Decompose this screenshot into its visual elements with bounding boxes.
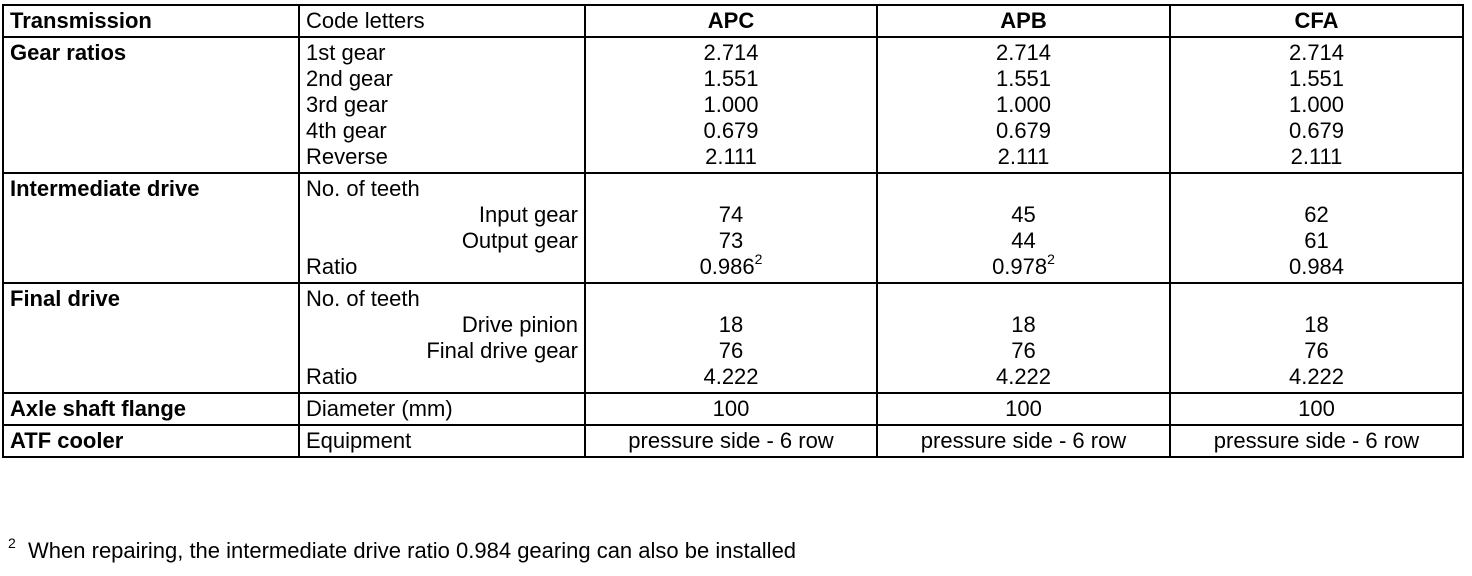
intermediate-drive-row — [3, 173, 1463, 283]
axle-flange-cfa: 100 — [1170, 393, 1463, 425]
drive-pinion-teeth: 18 — [718, 312, 744, 337]
final-drive-ratio: 4.222 — [1288, 364, 1345, 389]
atf-cooler-label: ATF cooler — [3, 425, 299, 457]
gear-ratios-apc — [585, 37, 877, 173]
gear-value: 1.000 — [703, 92, 759, 117]
gear-value: 1.551 — [995, 66, 1052, 91]
final-drive-row — [3, 283, 1463, 393]
gear-value: 2.111 — [1290, 144, 1343, 169]
footnote — [8, 534, 797, 564]
final-drive-gear-teeth: 76 — [718, 338, 744, 363]
gear-ratios-row — [3, 37, 1463, 173]
gear-ratios-label: Gear ratios — [3, 37, 299, 173]
output-gear-teeth: 61 — [1304, 228, 1329, 253]
gear-item-reverse: Reverse — [306, 144, 388, 169]
atf-cooler-cfa: pressure side - 6 row — [1170, 425, 1463, 457]
gear-item-2nd: 2nd gear — [306, 66, 393, 91]
header-code-cfa: CFA — [1170, 5, 1463, 37]
footnote-text: When repairing, the intermediate drive ratio 0.984 gearing can also be installed — [28, 538, 797, 563]
header-code-apb: APB — [877, 5, 1170, 37]
intermediate-drive-label: Intermediate drive — [3, 173, 299, 283]
intermediate-drive-apb — [877, 173, 1170, 283]
intermediate-drive-items — [299, 173, 585, 283]
gear-value: 2.714 — [995, 40, 1052, 65]
output-gear-teeth: 73 — [718, 228, 744, 253]
gear-item-4th: 4th gear — [306, 118, 387, 143]
gear-ratios-cfa — [1170, 37, 1463, 173]
drive-pinion-teeth: 18 — [1304, 312, 1329, 337]
header-row — [3, 5, 1463, 37]
ratio-label: Ratio — [306, 254, 358, 279]
axle-flange-item: Diameter (mm) — [299, 393, 585, 425]
final-drive-label: Final drive — [3, 283, 299, 393]
atf-cooler-row — [3, 425, 1463, 457]
gear-value: 0.679 — [995, 118, 1052, 143]
intermediate-ratio: 0.978$^2$ — [992, 250, 1055, 279]
axle-flange-label: Axle shaft flange — [3, 393, 299, 425]
gear-value: 0.679 — [1288, 118, 1345, 143]
gear-value: 2.714 — [703, 40, 759, 65]
gear-ratios-apb — [877, 37, 1170, 173]
footnote-mark: 2 — [8, 534, 16, 551]
header-code-letters: Code letters — [299, 5, 585, 37]
header-code-apc: APC — [585, 5, 877, 37]
gear-item-1st: 1st gear — [306, 40, 386, 65]
gear-ratios-items — [299, 37, 585, 173]
atf-cooler-item: Equipment — [299, 425, 585, 457]
transmission-spec-table — [2, 4, 1464, 458]
intermediate-ratio: 0.986$^2$ — [699, 250, 763, 279]
ratio-label: Ratio — [306, 364, 358, 389]
final-drive-gear-label: Final drive gear — [426, 338, 578, 363]
atf-cooler-apc: pressure side - 6 row — [585, 425, 877, 457]
gear-value: 2.111 — [997, 144, 1050, 169]
output-gear-label: Output gear — [461, 228, 578, 253]
teeth-label: No. of teeth — [306, 286, 420, 311]
footnote-mark: 2 — [754, 250, 763, 267]
footnote-mark: 2 — [1047, 250, 1055, 267]
intermediate-drive-cfa — [1170, 173, 1463, 283]
teeth-label: No. of teeth — [306, 176, 420, 201]
drive-pinion-label: Drive pinion — [461, 312, 578, 337]
final-drive-items — [299, 283, 585, 393]
gear-value: 1.551 — [1288, 66, 1345, 91]
final-drive-ratio: 4.222 — [995, 364, 1052, 389]
final-drive-gear-teeth: 76 — [1304, 338, 1329, 363]
gear-value: 0.679 — [703, 118, 759, 143]
gear-value: 1.000 — [1288, 92, 1345, 117]
final-drive-cfa — [1170, 283, 1463, 393]
gear-value: 1.551 — [703, 66, 759, 91]
final-drive-ratio: 4.222 — [703, 364, 759, 389]
input-gear-label: Input gear — [478, 202, 578, 227]
atf-cooler-apb: pressure side - 6 row — [877, 425, 1170, 457]
gear-value: 2.714 — [1288, 40, 1345, 65]
drive-pinion-teeth: 18 — [1011, 312, 1036, 337]
axle-flange-row — [3, 393, 1463, 425]
final-drive-apb — [877, 283, 1170, 393]
header-transmission: Transmission — [3, 5, 299, 37]
final-drive-apc — [585, 283, 877, 393]
input-gear-teeth: 74 — [718, 202, 744, 227]
gear-value: 1.000 — [995, 92, 1052, 117]
input-gear-teeth: 62 — [1304, 202, 1329, 227]
intermediate-ratio: 0.984 — [1288, 254, 1345, 279]
gear-value: 2.111 — [705, 144, 757, 169]
axle-flange-apc: 100 — [585, 393, 877, 425]
axle-flange-apb: 100 — [877, 393, 1170, 425]
input-gear-teeth: 45 — [1011, 202, 1036, 227]
output-gear-teeth: 44 — [1011, 228, 1036, 253]
intermediate-drive-apc — [585, 173, 877, 283]
gear-item-3rd: 3rd gear — [306, 92, 388, 117]
final-drive-gear-teeth: 76 — [1011, 338, 1036, 363]
